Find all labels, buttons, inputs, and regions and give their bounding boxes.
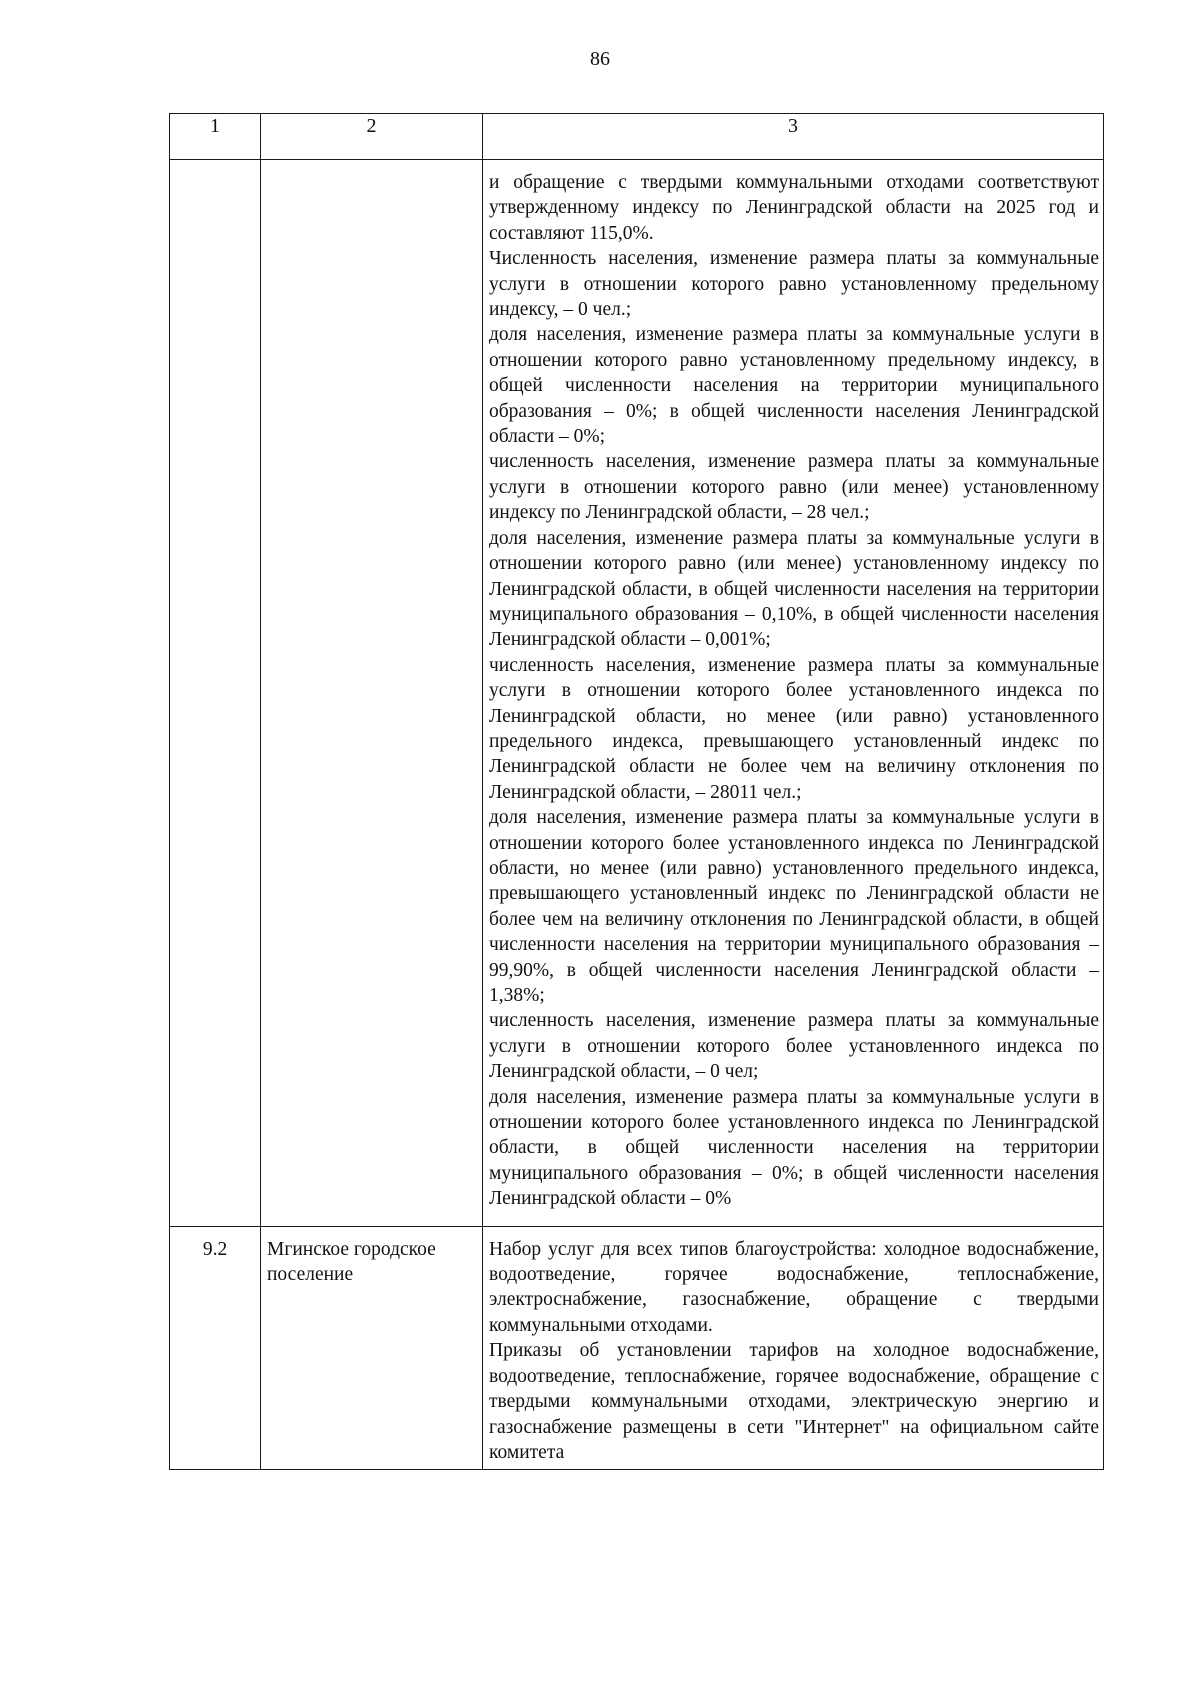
paragraph: численность населения, изменение размера платы за коммунальные услуги в отношении которого более установленного индекса по Ленинградской области, – 0 чел; — [489, 1010, 1099, 1083]
table-row — [170, 1226, 1104, 1470]
paragraph: численность населения, изменение размера платы за коммунальные услуги в отношении которого равно (или менее) установленному индексу по Ленинградской области, – 28 чел.; — [489, 451, 1099, 524]
settlement-name-cell: Мгинское городское поселение — [261, 1226, 483, 1470]
paragraph: доля населения, изменение размера платы за коммунальные услуги в отношении которого более установленного индекса по Ленинградской области, но менее (или равно) установленного предельного индекса, превышающего установленный индекс по Ленинградской области не более чем на величину отклонения по Ленинградской области, в общей численности населения на территории муниципального образования – 99,90%, в общей численности населения Ленинградской области – 1,38%; — [489, 807, 1099, 1006]
description-cell — [483, 1226, 1104, 1470]
paragraph: численность населения, изменение размера платы за коммунальные услуги в отношении которого более установленного индекса по Ленинградской области, но менее (или равно) установленного предельного индекса, превышающего установленный индекс по Ленинградской области не более чем на величину отклонения по Ленинградской области, – 28011 чел.; — [489, 654, 1099, 803]
document-table — [169, 113, 1104, 1470]
paragraph: Приказы об установлении тарифов на холодное водоснабжение, водоотведение, теплоснабжение, горячее водоснабжение, обращение с твердыми коммунальными отходами, электрическую энергию и газоснабжение размещены в сети "Интернет" на официальном сайте комитета — [489, 1340, 1099, 1463]
paragraph: доля населения, изменение размера платы за коммунальные услуги в отношении которого равно установленному предельному индексу, в общей численности населения на территории муниципального образования – 0%; в общей численности населения Ленинградской области – 0%; — [489, 324, 1099, 448]
paragraph: доля населения, изменение размера платы за коммунальные услуги в отношении которого равно (или менее) установленному индексу по Ленинградской области, в общей численности населения на территории муниципального образования – 0,10%, в общей численности населения Ленинградской области – 0,001%; — [489, 527, 1099, 651]
paragraph: и обращение с твердыми коммунальными отходами соответствуют утвержденному индексу по Ленинградской области на 2025 год и составляют 115,0%. — [489, 172, 1099, 244]
paragraph: Численность населения, изменение размера платы за коммунальные услуги в отношении которого равно установленному предельному индексу, – 0 чел.; — [489, 248, 1099, 321]
paragraph: Набор услуг для всех типов благоустройства: холодное водоснабжение, водоотведение, горячее водоснабжение, теплоснабжение, электроснабжение, газоснабжение, обращение с твердыми коммунальными отходами. — [489, 1238, 1099, 1336]
description-cell — [483, 160, 1104, 1227]
column-header-1: 1 — [170, 114, 261, 160]
table-row — [170, 160, 1104, 1227]
page-number: 86 — [590, 48, 610, 70]
paragraph: доля населения, изменение размера платы за коммунальные услуги в отношении которого более установленного индекса по Ленинградской области, в общей численности населения на территории муниципального образования – 0%; в общей численности населения Ленинградской области – 0% — [489, 1086, 1099, 1210]
table-header-row — [170, 114, 1104, 160]
row-number-cell: 9.2 — [170, 1226, 261, 1470]
settlement-name-cell — [261, 160, 483, 1227]
column-header-3: 3 — [483, 114, 1104, 160]
row-number-cell — [170, 160, 261, 1227]
column-header-2: 2 — [261, 114, 483, 160]
